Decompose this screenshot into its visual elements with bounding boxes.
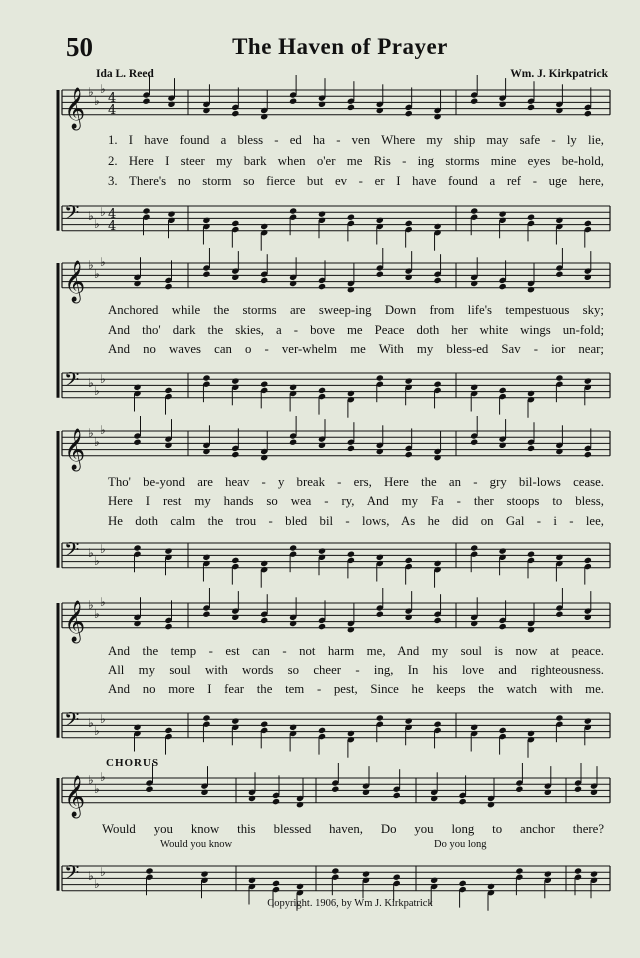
note-head (331, 867, 339, 874)
note-head (347, 445, 355, 452)
flat-icon: ♭ (94, 607, 100, 621)
flat-icon: ♭ (88, 869, 94, 883)
note-head (289, 98, 297, 105)
copyright-notice: Copyright. 1906, by Wm J. Kirkpatrick (267, 898, 433, 909)
note-head (470, 544, 478, 551)
flat-icon: ♭ (88, 426, 94, 440)
note-head (200, 789, 208, 796)
verse-2-line-2: And tho' dark the skies, a - bove me Peace doth her white wings un-fold; (108, 323, 604, 337)
flat-icon: ♭ (88, 546, 94, 560)
flat-icon: ♭ (88, 209, 94, 223)
note-head (260, 721, 268, 728)
note-head (433, 560, 441, 567)
flat-icon: ♭ (94, 217, 100, 231)
note-head (248, 795, 256, 802)
note-head (318, 442, 326, 449)
treble-clef-icon: 𝄞 (64, 260, 86, 302)
note-head (470, 280, 478, 287)
time-signature: 4 (108, 207, 117, 222)
note-head (202, 611, 210, 618)
note-head (362, 789, 370, 796)
note-head (200, 870, 208, 877)
bass-clef-icon: 𝄢 (64, 708, 80, 736)
flat-icon: ♭ (94, 554, 100, 568)
note-head (527, 104, 535, 111)
note-head (499, 442, 507, 449)
note-head (584, 110, 592, 117)
note-head (584, 717, 592, 724)
hymn-title: The Haven of Prayer (232, 34, 448, 59)
note-head (470, 439, 478, 446)
flat-icon: ♭ (94, 782, 100, 796)
note-head (331, 786, 339, 793)
note-head (289, 207, 297, 214)
note-head (318, 101, 326, 108)
note-head (430, 877, 438, 884)
note-head (260, 381, 268, 388)
note-head (555, 107, 563, 114)
note-head (499, 210, 507, 217)
note-head (574, 786, 582, 793)
note-head (202, 107, 210, 114)
note-head (347, 104, 355, 111)
note-head (231, 451, 239, 458)
note-head (470, 620, 478, 627)
note-head (164, 442, 172, 449)
note-head (515, 786, 523, 793)
note-head (574, 867, 582, 874)
note-head (347, 214, 355, 221)
note-head (405, 110, 413, 117)
note-head (376, 271, 384, 278)
flat-icon: ♭ (100, 770, 106, 784)
note-head (487, 801, 495, 808)
verse-1-line-1: 1. I have found a bless - ed ha - ven Where my ship may safe - ly lie, (108, 133, 604, 147)
note-head (202, 271, 210, 278)
note-head (202, 554, 210, 561)
note-head (318, 387, 326, 394)
bass-clef-icon: 𝄢 (64, 201, 80, 229)
note-head (584, 377, 592, 384)
note-head (584, 451, 592, 458)
note-head (527, 730, 535, 737)
note-head (433, 223, 441, 230)
note-head (347, 551, 355, 558)
note-head (555, 374, 563, 381)
note-head (362, 870, 370, 877)
note-head (376, 554, 384, 561)
note-head (260, 113, 268, 120)
note-head (584, 220, 592, 227)
note-head (167, 210, 175, 217)
note-head (376, 714, 384, 721)
verse-3-line-1: 3. There's no storm so fierce but ev - er I have found a ref - uge here, (108, 174, 604, 188)
note-head (405, 614, 413, 621)
bass-clef-icon: 𝄢 (64, 861, 80, 889)
note-head (231, 614, 239, 621)
note-head (433, 721, 441, 728)
note-head (318, 210, 326, 217)
note-head (296, 801, 304, 808)
note-head (164, 623, 172, 630)
note-head (318, 727, 326, 734)
flat-icon: ♭ (100, 865, 106, 879)
note-head (433, 113, 441, 120)
verse-2-line-3: Here I rest my hands so wea - ry, And my Fa - ther stoops to bless, (108, 494, 604, 508)
note-head (590, 789, 598, 796)
note-head (544, 789, 552, 796)
note-head (289, 620, 297, 627)
note-head (459, 798, 467, 805)
note-head (405, 717, 413, 724)
note-head (272, 798, 280, 805)
flat-icon: ♭ (100, 595, 106, 609)
note-head (260, 454, 268, 461)
treble-clef-icon: 𝄞 (64, 600, 86, 642)
note-head (555, 217, 563, 224)
note-head (376, 107, 384, 114)
flat-icon: ♭ (94, 267, 100, 281)
lyricist-credit: Ida L. Reed (96, 68, 154, 80)
note-head (145, 867, 153, 874)
note-head (289, 384, 297, 391)
note-head (347, 730, 355, 737)
note-head (555, 611, 563, 618)
flat-icon: ♭ (94, 435, 100, 449)
note-head (405, 557, 413, 564)
note-head (544, 870, 552, 877)
verse-1-line-3: Tho' be-yond are heav - y break - ers, Here the an - gry bil-lows cease. (108, 475, 604, 489)
note-head (527, 390, 535, 397)
verse-1-line-4: And the temp - est can - not harm me, And my soul is now at peace. (108, 644, 604, 658)
note-head (260, 617, 268, 624)
note-head (499, 283, 507, 290)
note-head (527, 551, 535, 558)
note-head (133, 439, 141, 446)
note-head (405, 377, 413, 384)
flat-icon: ♭ (94, 94, 100, 108)
note-head (202, 714, 210, 721)
note-head (430, 795, 438, 802)
verse-3-line-4: And no more I fear the tem - pest, Since he keeps the watch with me. (108, 682, 604, 696)
note-head (164, 283, 172, 290)
note-head (145, 786, 153, 793)
note-head (393, 792, 401, 799)
note-head (470, 384, 478, 391)
note-head (133, 280, 141, 287)
note-head (393, 874, 401, 881)
flat-icon: ♭ (88, 773, 94, 787)
note-head (289, 439, 297, 446)
note-head (527, 286, 535, 293)
flat-icon: ♭ (88, 598, 94, 612)
time-signature: 4 (108, 91, 117, 106)
flat-icon: ♭ (88, 716, 94, 730)
note-head (433, 277, 441, 284)
note-head (260, 277, 268, 284)
flat-icon: ♭ (88, 258, 94, 272)
note-head (231, 717, 239, 724)
note-head (376, 217, 384, 224)
note-head (260, 560, 268, 567)
note-head (433, 381, 441, 388)
note-head (202, 217, 210, 224)
note-head (555, 554, 563, 561)
flat-icon: ♭ (100, 423, 106, 437)
note-head (133, 384, 141, 391)
note-head (527, 214, 535, 221)
note-head (584, 557, 592, 564)
bass-echo-2: Do you long (434, 839, 487, 850)
treble-clef-icon: 𝄞 (64, 87, 86, 129)
note-head (459, 880, 467, 887)
note-head (231, 110, 239, 117)
flat-icon: ♭ (94, 724, 100, 738)
verse-2-line-4: All my soul with words so cheer - ing, In his love and righteousness. (108, 663, 604, 677)
note-head (376, 448, 384, 455)
chorus-lyric: Would you know this blessed haven, Do you long to anchor there? (102, 822, 604, 836)
note-head (164, 387, 172, 394)
note-head (318, 283, 326, 290)
flat-icon: ♭ (88, 376, 94, 390)
flat-icon: ♭ (88, 85, 94, 99)
time-signature: 4 (108, 219, 117, 234)
note-head (142, 207, 150, 214)
note-head (527, 626, 535, 633)
note-head (347, 626, 355, 633)
note-head (590, 870, 598, 877)
chorus-label: CHORUS (106, 757, 160, 769)
note-head (347, 390, 355, 397)
note-head (470, 98, 478, 105)
verse-2-line-1: 2. Here I steer my bark when o'er me Ris - ing storms mine eyes be-hold, (108, 154, 604, 168)
note-head (231, 557, 239, 564)
bass-echo-1: Would you know (160, 839, 233, 850)
note-head (289, 280, 297, 287)
note-head (555, 271, 563, 278)
note-head (405, 451, 413, 458)
flat-icon: ♭ (100, 542, 106, 556)
note-head (433, 454, 441, 461)
bass-clef-icon: 𝄢 (64, 368, 80, 396)
note-head (555, 448, 563, 455)
note-head (289, 544, 297, 551)
note-head (470, 724, 478, 731)
flat-icon: ♭ (100, 372, 106, 386)
note-head (527, 445, 535, 452)
note-head (164, 727, 172, 734)
note-head (167, 101, 175, 108)
treble-clef-icon: 𝄞 (64, 428, 86, 470)
note-head (376, 374, 384, 381)
note-head (202, 448, 210, 455)
note-head (164, 547, 172, 554)
verse-1-line-2: Anchored while the storms are sweep-ing Down from life's tempestuous sky; (108, 303, 604, 317)
note-head (347, 286, 355, 293)
note-head (133, 724, 141, 731)
note-head (499, 547, 507, 554)
note-head (202, 374, 210, 381)
note-head (248, 877, 256, 884)
note-head (499, 387, 507, 394)
note-head (231, 220, 239, 227)
time-signature: 4 (108, 103, 117, 118)
note-head (515, 867, 523, 874)
note-head (231, 377, 239, 384)
composer-credit: Wm. J. Kirkpatrick (510, 68, 608, 80)
note-head (272, 880, 280, 887)
note-head (487, 883, 495, 890)
treble-clef-icon: 𝄞 (64, 775, 86, 817)
note-head (318, 623, 326, 630)
note-head (555, 714, 563, 721)
note-head (133, 620, 141, 627)
note-head (142, 98, 150, 105)
note-head (499, 727, 507, 734)
flat-icon: ♭ (100, 712, 106, 726)
flat-icon: ♭ (100, 255, 106, 269)
note-head (433, 617, 441, 624)
verse-3-line-3: He doth calm the trou - bled bil - lows, As he did on Gal - i - lee, (108, 514, 604, 528)
note-head (470, 207, 478, 214)
note-head (318, 547, 326, 554)
note-head (499, 101, 507, 108)
note-head (405, 274, 413, 281)
bass-clef-icon: 𝄢 (64, 538, 80, 566)
note-head (260, 223, 268, 230)
verse-3-line-2: And no waves can o - ver-whelm me With my bless-ed Sav - ior near; (108, 342, 604, 356)
note-head (584, 274, 592, 281)
note-head (584, 614, 592, 621)
flat-icon: ♭ (94, 384, 100, 398)
flat-icon: ♭ (100, 205, 106, 219)
flat-icon: ♭ (94, 877, 100, 891)
note-head (231, 274, 239, 281)
page-number: 50 (66, 32, 93, 62)
note-head (133, 544, 141, 551)
note-head (376, 611, 384, 618)
note-head (405, 220, 413, 227)
flat-icon: ♭ (100, 82, 106, 96)
note-head (499, 623, 507, 630)
note-head (296, 883, 304, 890)
note-head (289, 724, 297, 731)
